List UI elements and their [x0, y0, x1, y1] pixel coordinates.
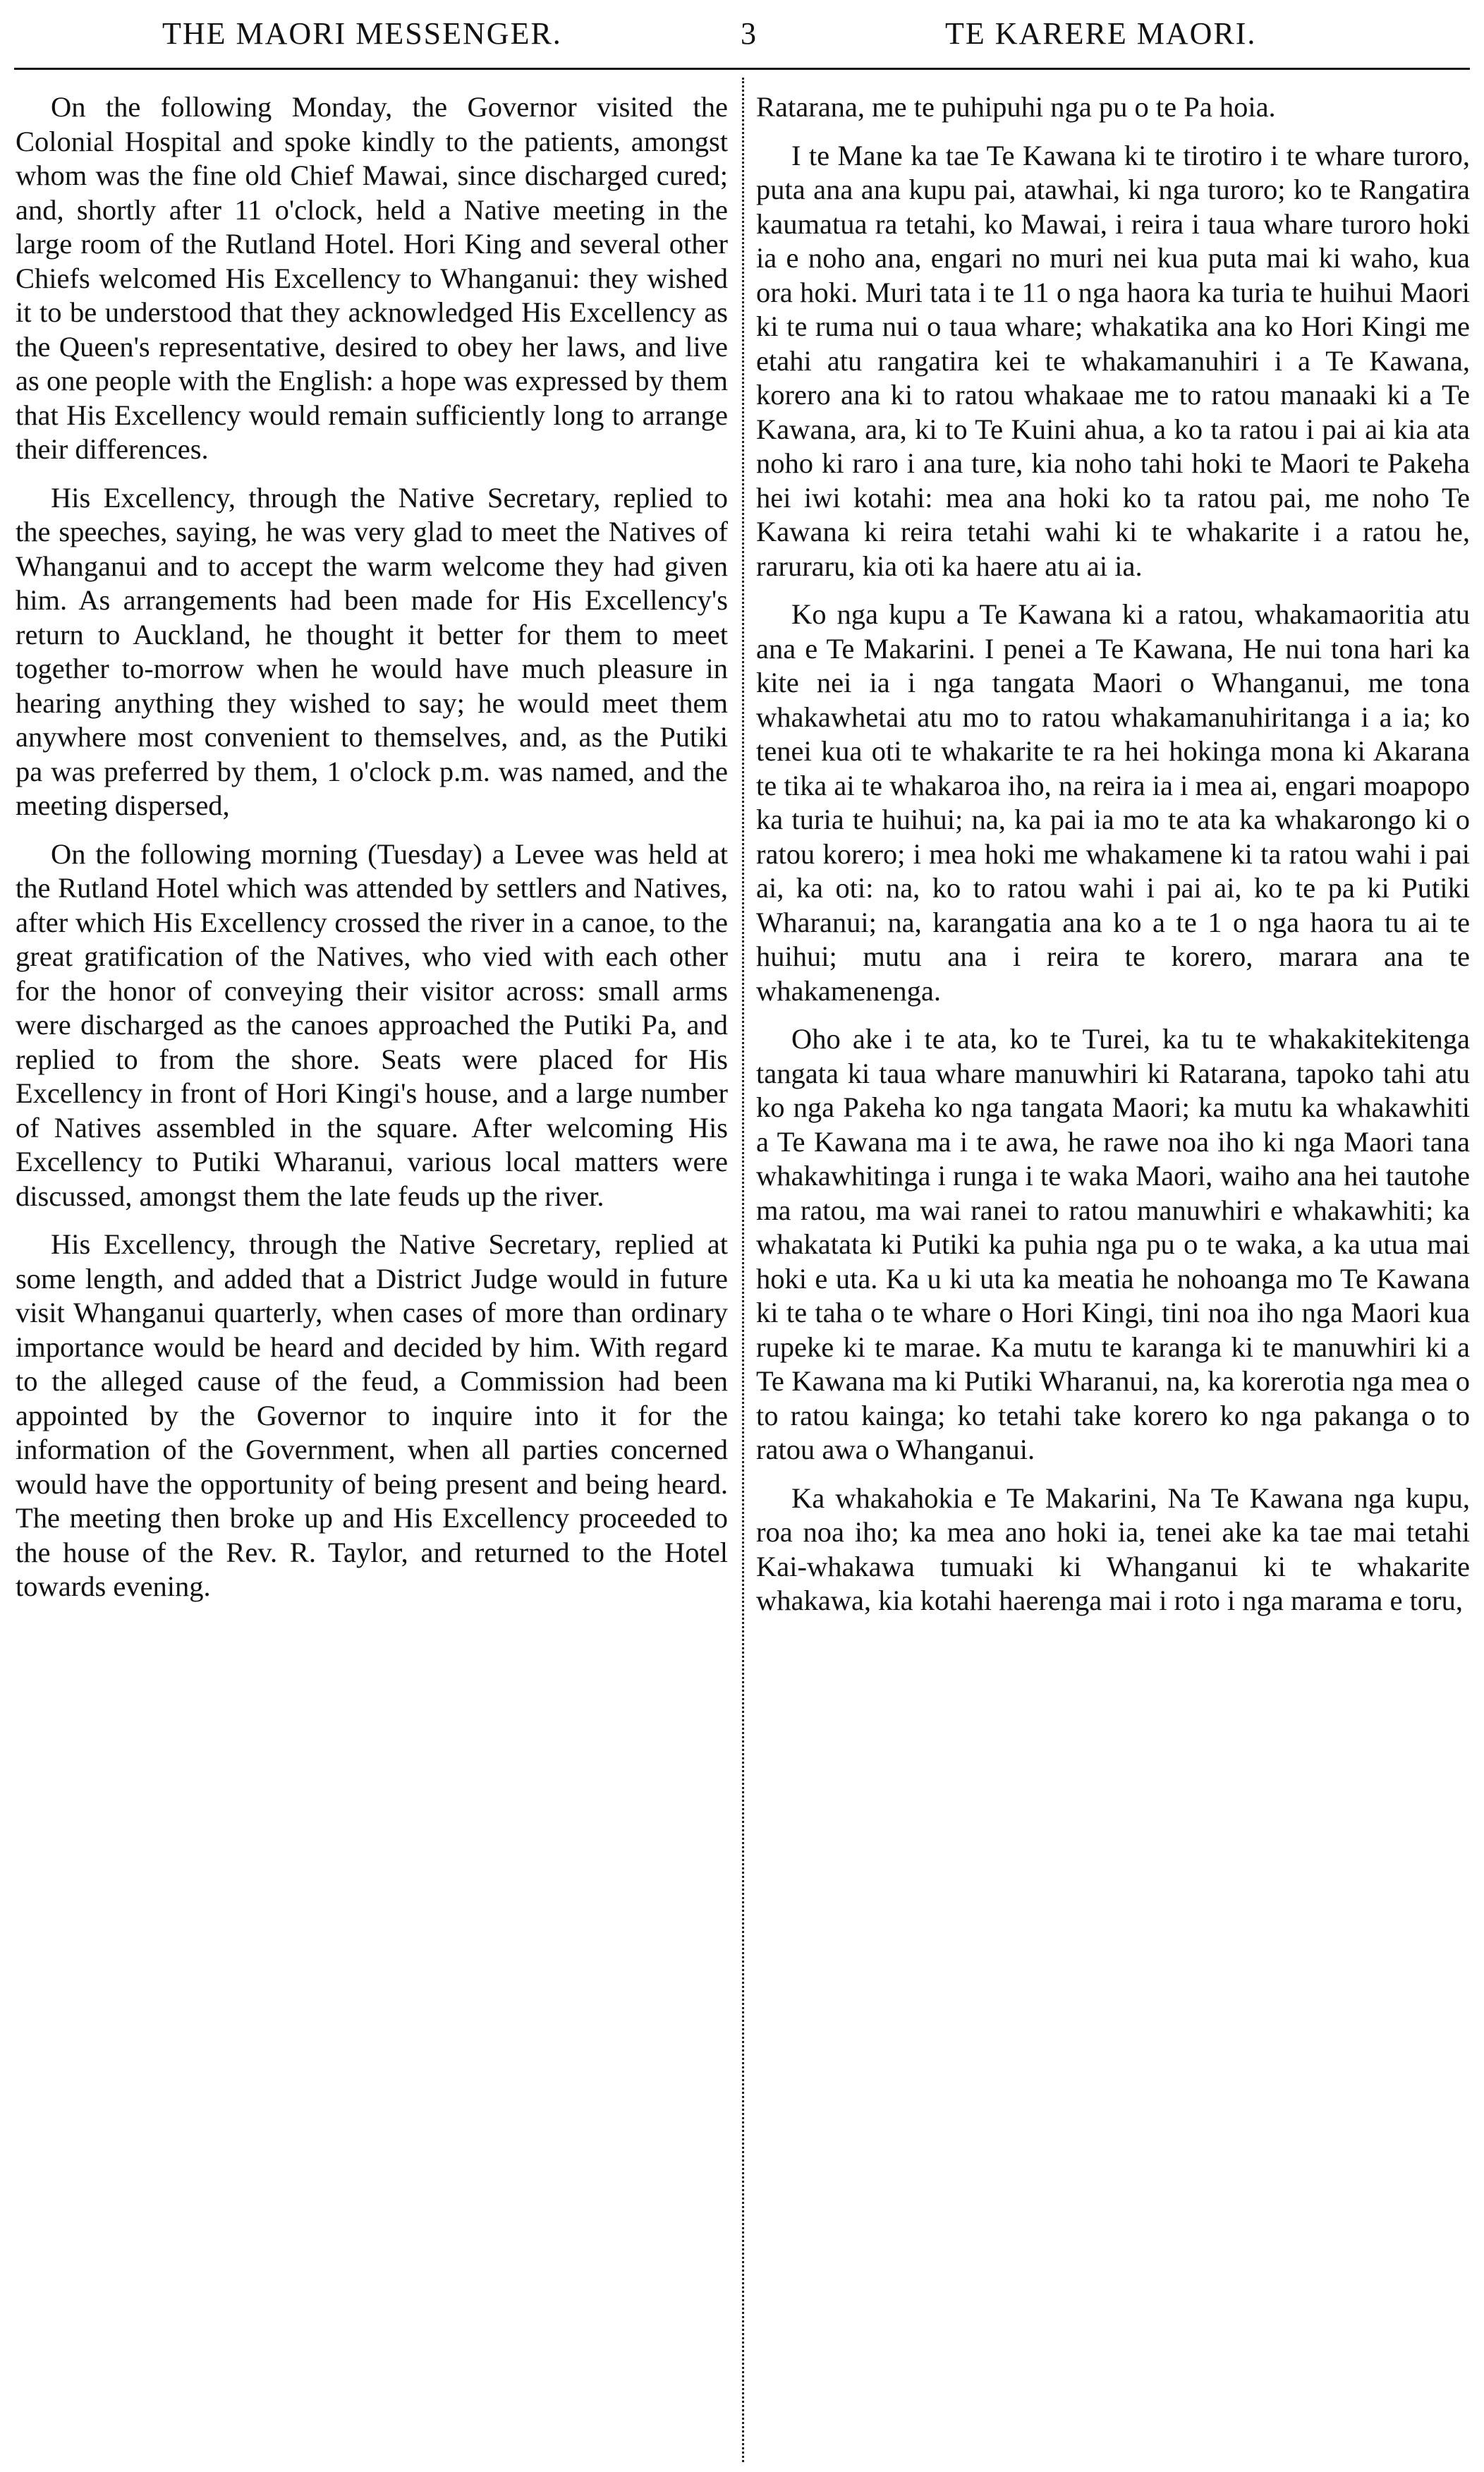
maori-paragraph-4: Oho ake i te ata, ko te Turei, ka tu te whakakitekitenga tangata ki taua whare manuwhiri ki Ratarana, tapoko tahi atu ko nga Pakeha ko nga tangata Maori; ka mutu ka whakawhiti a Te Kawana ma i te awa, he rawe noa iho ki nga Maori tana whakawhitinga i runga i te waka Maori, waiho ana hei tautohe ma ratou, ma wai ranei to ratou manuwhiri e whakawhiti; ka whakatata ki Putiki ka puhia nga pu o te waka, a ka utua mai hoki e uta. Ka u ki uta ka meatia he nohoanga mo Te Kawana ki te taha o te whare o Hori Kingi, tini noa iho nga Maori kua rupeke ki te marae. Ka mutu te karanga ki te manuwhiri ki a Te Kawana ma ki Putiki Wharanui, na, ka korerotia nga mea o to ratou kainga; ko tetahi take korero ko nga pakanga o to ratou awa o Whanganui.	[756, 1023, 1470, 1465]
header-page-number: 3	[741, 16, 758, 51]
header-maori-title: TE KARERE MAORI.	[945, 16, 1257, 51]
english-paragraph-1: On the following Monday, the Governor visited the Colonial Hospital and spoke kindly to the patients, amongst whom was the fine old Chief Mawai, since discharged cured; and, shortly after 11 o'clock, held a Native meeting in the large room of the Rutland Hotel. Hori King and several other Chiefs welcomed His Excellency to Whanganui: they wished it to be understood that they acknowledged His Excellency as the Queen's representative, desired to obey her laws, and live as one people with the English: a hope was expressed by them that His Excellency would remain sufficiently long to arrange their differences.	[16, 91, 728, 465]
english-paragraph-3: On the following morning (Tuesday) a Levee was held at the Rutland Hotel which was attended by settlers and Natives, after which His Excellency crossed the river in a canoe, to the great gratification of the Natives, who vied with each other for the honor of conveying their visitor across: small arms were discharged as the canoes approached the Putiki Pa, and replied to from the shore. Seats were placed for His Excellency in front of Hori Kingi's house, and a large number of Natives assembled in the square. After welcoming His Excellency to Putiki Wharanui, various local matters were discussed, amongst them the late feuds up the river.	[16, 837, 728, 1212]
page-header	[14, 6, 1470, 62]
maori-paragraph-5: Ka whakahokia e Te Makarini, Na Te Kawana nga kupu, roa noa iho; ka mea ano hoki ia, tenei ake ka tae mai tetahi Kai-whakawa tumuaki ki Whanganui ki te whakarite whakawa, kia kotahi haerenga mai i roto i nga marama e toru,	[756, 1482, 1470, 1616]
maori-paragraph-1: Ratarana, me te puhipuhi nga pu o te Pa hoia.	[756, 91, 1276, 123]
header-english-title: THE MAORI MESSENGER.	[162, 16, 562, 51]
maori-paragraph-2: I te Mane ka tae Te Kawana ki te tirotiro i te whare turoro, puta ana ana kupu pai, atawhai, ki nga turoro; ko te Rangatira kaumatua ra tetahi, ko Mawai, i reira i taua whare turoro hoki ia e noho ana, engari no muri nei kua puta mai ki waho, kua ora hoki. Muri tata i te 11 o nga haora ka turia te huihui Maori ki te ruma nui o taua whare; whakatika ana ko Hori Kingi me etahi atu rangatira kei te whakamanuhiri i a Te Kawana, korero ana ki to ratou whakaae me to ratou manaaki ki a Te Kawana, ara, ki to Te Kuini ahua, a ko ta ratou i pai ai kia ata noho ki raro i ana ture, kia noho tahi hoki te Maori te Pakeha hei iwi kotahi: mea ana hoki ko ta ratou pai, me noho Te Kawana ki reira tetahi wahi ki te whakarite i a ratou he, raruraru, kia oti ka haere atu ai ia.	[756, 139, 1470, 582]
column-divider	[742, 78, 744, 2462]
english-paragraph-2: His Excellency, through the Native Secretary, replied to the speeches, saying, he was very glad to meet the Natives of Whanganui and to accept the warm welcome they had given him. As arrangements had been made for His Excellency's return to Auckland, he thought it better for them to meet together to-morrow when he would have much pleasure in hearing anything they wished to say; he would meet them anywhere most convenient to themselves, and, as the Putiki pa was preferred by them, 1 o'clock p.m. was named, and the meeting dispersed,	[16, 481, 728, 821]
header-rule	[14, 68, 1470, 70]
maori-paragraph-3: Ko nga kupu a Te Kawana ki a ratou, whakamaoritia atu ana e Te Makarini. I penei a Te Kawana, He nui tona hari ka kite nei ia i nga tangata Maori o Whanganui, me tona whakawhetai atu mo to ratou whakamanuhiritanga i a ia; ko tenei kua oti te whakarite te ra hei hokinga mona ki Akarana te tika ai te whakaroa iho, na reira ia i mea ai, engari moapopo ka turia te huihui; na, ka pai ia mo te ata ka whakarongo ki o ratou korero; i mea hoki me whakamene ki ta ratou wahi i pai ai, ka oti: na, ko to ratou wahi i pai ai, ko te pa ki Putiki Wharanui; na, karangatia ana ko a te 1 o nga haora tu ai te huihui; mutu ana i reira te korero, marara ana te whakamenenga.	[756, 598, 1470, 1007]
english-column	[16, 90, 728, 1618]
maori-column	[756, 90, 1470, 1632]
english-paragraph-4: His Excellency, through the Native Secretary, replied at some length, and added that a District Judge would in future visit Whanganui quarterly, when cases of more than ordinary importance would be heard and decided by him. With regard to the alleged cause of the feud, a Commission had been appointed by the Governor to inquire into it for the information of the Government, when all parties concerned would have the opportunity of being present and being heard. The meeting then broke up and His Excellency proceeded to the house of the Rev. R. Taylor, and returned to the Hotel towards evening.	[16, 1228, 728, 1602]
